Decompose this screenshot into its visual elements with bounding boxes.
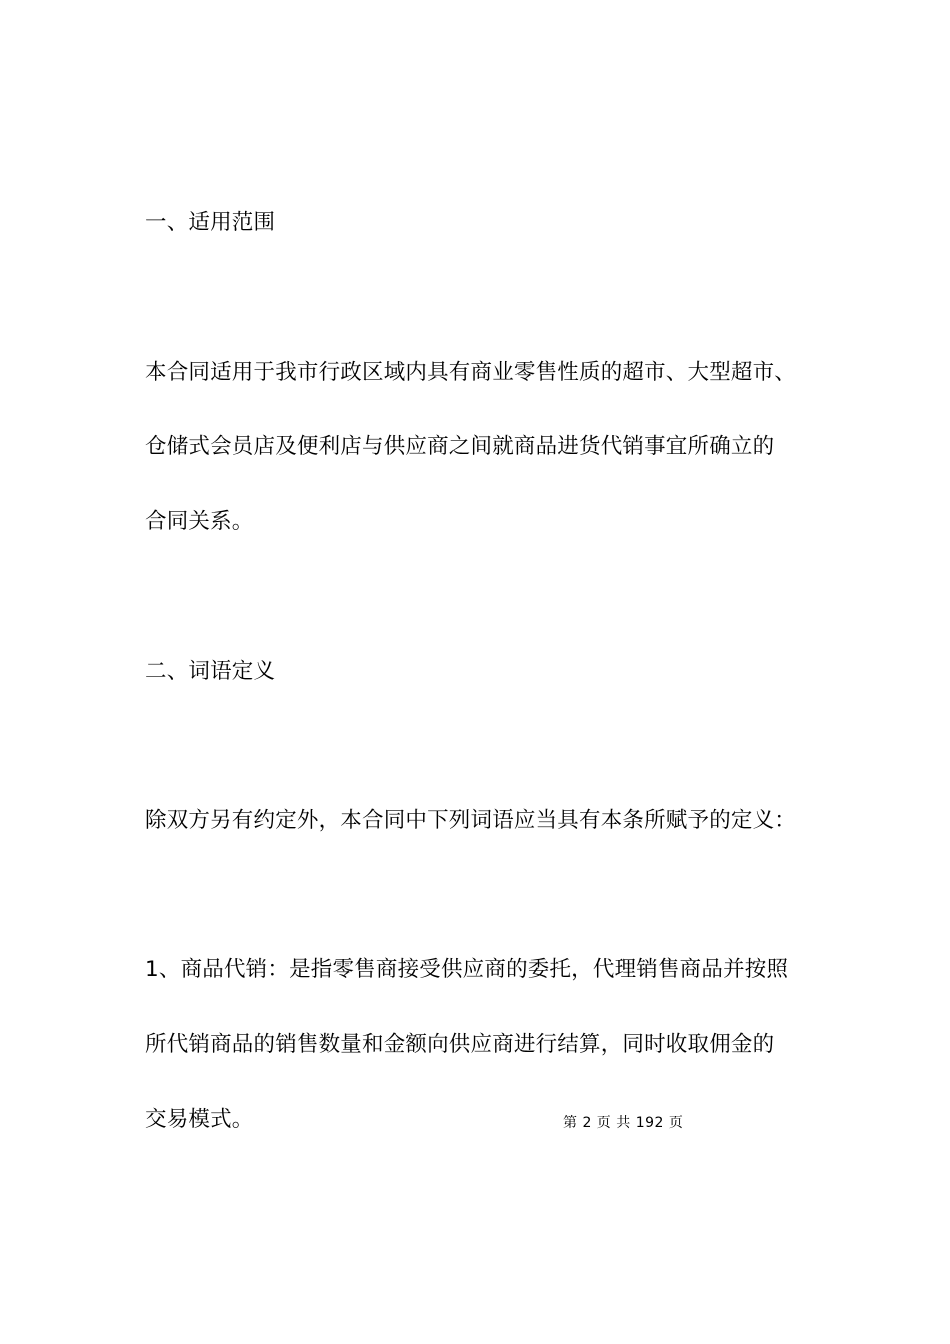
- paragraph-line: 交易模式。: [145, 1107, 254, 1132]
- paragraph-line: 仓储式会员店及便利店与供应商之间就商品进货代销事宜所确立的: [145, 434, 775, 459]
- section-heading-scope: 一、适用范围: [145, 210, 276, 235]
- paragraph-line: 所代销商品的销售数量和金额向供应商进行结算，同时收取佣金的: [145, 1032, 775, 1057]
- section-heading-definitions: 二、词语定义: [145, 659, 276, 684]
- paragraph-line: 1、商品代销：是指零售商接受供应商的委托，代理销售商品并按照: [145, 957, 789, 982]
- page-number: 第 2 页 共 192 页: [563, 1115, 684, 1131]
- paragraph-line: 除双方另有约定外，本合同中下列词语应当具有本条所赋予的定义：: [145, 808, 797, 833]
- paragraph-line: 本合同适用于我市行政区域内具有商业零售性质的超市、大型超市、: [145, 360, 797, 385]
- paragraph-line: 合同关系。: [145, 509, 254, 534]
